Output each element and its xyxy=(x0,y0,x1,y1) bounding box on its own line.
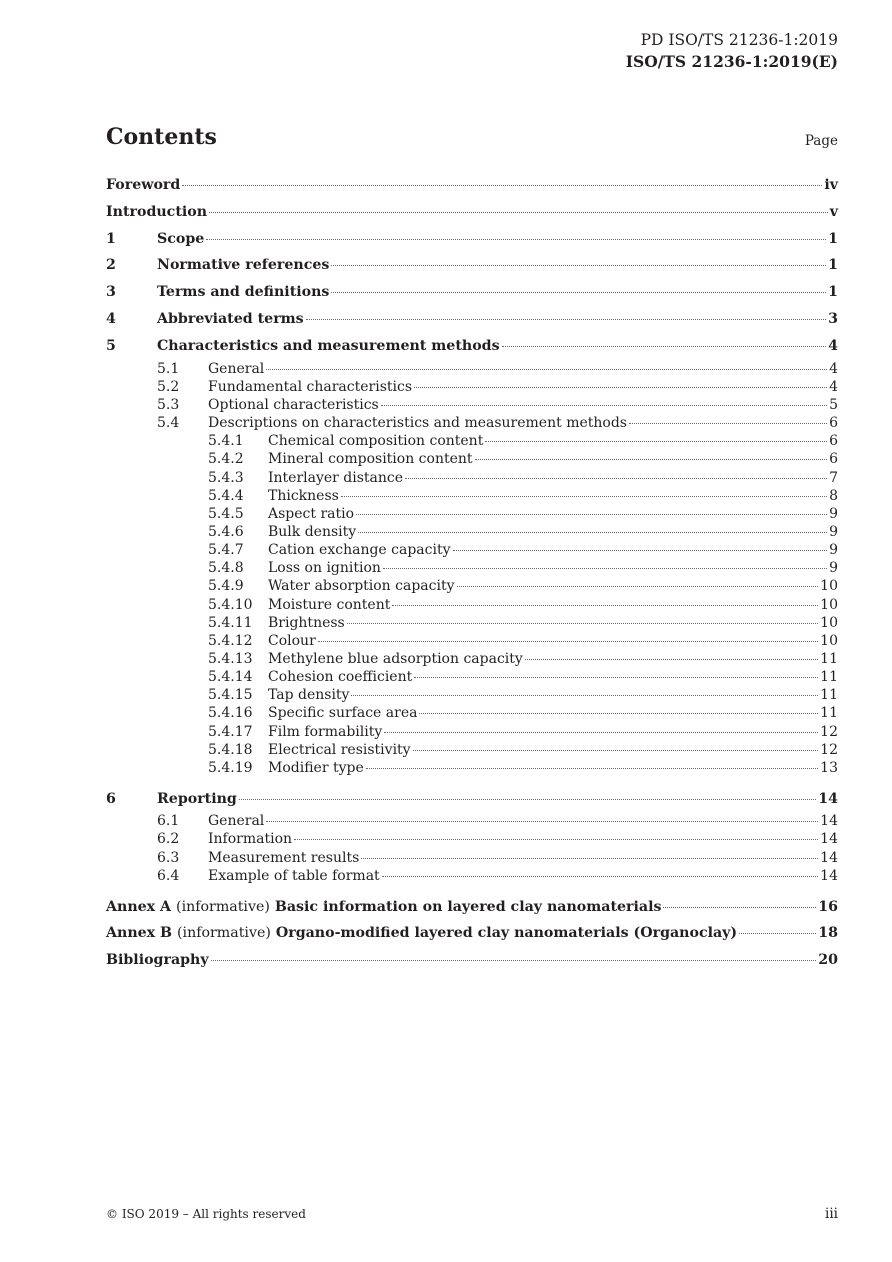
toc-entry-page: iv xyxy=(824,177,838,193)
toc-entry-page: 10 xyxy=(820,596,838,613)
dot-leader xyxy=(414,677,818,678)
toc-entry-number: 6.2 xyxy=(157,831,180,848)
dot-leader xyxy=(351,695,818,696)
toc-entry-page: 16 xyxy=(818,898,838,915)
toc-entry-page: 10 xyxy=(820,614,838,631)
toc-entry[interactable] xyxy=(106,867,838,885)
toc-entry-title: Scope xyxy=(157,230,205,247)
toc-entry[interactable] xyxy=(106,894,838,921)
toc-entry-title: General xyxy=(208,813,265,830)
toc-entry[interactable] xyxy=(106,306,838,333)
dot-leader xyxy=(356,514,827,515)
toc-entry-number: 5.4.4 xyxy=(208,487,244,504)
toc-entry-number: 5.4.16 xyxy=(208,705,253,722)
dot-leader xyxy=(383,568,827,569)
toc-entry-title: Example of table format xyxy=(208,867,380,884)
toc-entry-title: Descriptions on characteristics and measurement methods xyxy=(208,415,627,432)
toc-entry-title: Information xyxy=(208,831,293,848)
toc-entry-page: 20 xyxy=(818,952,838,969)
dot-leader xyxy=(341,496,827,497)
dot-leader xyxy=(392,605,818,606)
toc-entry[interactable] xyxy=(106,614,838,632)
toc-entry[interactable] xyxy=(106,849,838,867)
dot-leader xyxy=(347,623,818,624)
toc-entry[interactable] xyxy=(106,650,838,668)
toc-entry-title: Chemical composition content xyxy=(268,433,484,450)
toc-entry[interactable] xyxy=(106,947,838,974)
page-column-label: Page xyxy=(804,133,838,149)
copyright-notice: © ISO 2019 – All rights reserved xyxy=(106,1207,306,1221)
toc-entry-number: 6.4 xyxy=(157,867,180,884)
toc-entry-page: 12 xyxy=(820,723,838,740)
toc-entry-page: 9 xyxy=(829,505,838,522)
toc-entry-number: 1 xyxy=(106,230,116,247)
toc-entry-page: 6 xyxy=(829,433,838,450)
toc-entry[interactable] xyxy=(106,469,838,487)
toc-entry-page: 9 xyxy=(829,524,838,541)
toc-entry-page: 4 xyxy=(828,337,838,354)
toc-entry-title: Bibliography xyxy=(106,952,209,969)
toc-entry[interactable] xyxy=(106,686,838,704)
toc-entry[interactable] xyxy=(106,668,838,686)
annex-type: (informative) xyxy=(177,925,271,942)
toc-entry[interactable] xyxy=(106,505,838,523)
toc-entry-title: Cation exchange capacity xyxy=(268,542,451,559)
annex-label: Annex B xyxy=(106,925,173,942)
header-pd-code: PD ISO/TS 21236-1:2019 xyxy=(640,31,838,49)
toc-entry-number: 6 xyxy=(106,790,116,807)
annex-title: Basic information on layered clay nanomaterials xyxy=(274,898,662,915)
toc-entry-number: 5.4.2 xyxy=(208,451,244,468)
dot-leader xyxy=(331,292,826,293)
dot-leader xyxy=(475,459,828,460)
dot-leader xyxy=(306,319,826,320)
toc-entry-number: 5.2 xyxy=(157,378,180,395)
toc-entry-title: Thickness xyxy=(268,487,339,504)
toc-entry[interactable] xyxy=(106,759,838,777)
dot-leader xyxy=(209,212,828,213)
toc-entry-page: 14 xyxy=(820,867,838,884)
toc-entry-number: 5.4.15 xyxy=(208,687,253,704)
toc-entry-number: 5.4.11 xyxy=(208,614,253,631)
toc-entry-title: Cohesion coefficient xyxy=(268,669,413,686)
toc-entry[interactable] xyxy=(106,414,838,432)
dot-leader xyxy=(384,732,818,733)
toc-entry-number: 3 xyxy=(106,284,116,301)
toc-entry[interactable] xyxy=(106,432,838,450)
dot-leader xyxy=(381,405,827,406)
toc-entry-number: 5.4.18 xyxy=(208,741,253,758)
toc-entry-number: 5.1 xyxy=(157,360,180,377)
toc-entry-number: 5.4.5 xyxy=(208,505,244,522)
dot-leader xyxy=(502,346,827,347)
dot-leader xyxy=(413,750,819,751)
toc-entry-title: Characteristics and measurement methods xyxy=(157,337,500,354)
page-number: iii xyxy=(825,1206,838,1222)
annex-label: Annex A xyxy=(106,898,172,915)
dot-leader xyxy=(366,768,818,769)
toc-entry-page: 6 xyxy=(829,415,838,432)
toc-entry-number: 5.4.17 xyxy=(208,723,253,740)
toc-entry-number: 5.4.8 xyxy=(208,560,244,577)
dot-leader xyxy=(485,441,827,442)
toc-entry-number: 6.3 xyxy=(157,849,180,866)
toc-entry-page: 9 xyxy=(829,542,838,559)
toc-entry-number: 5.3 xyxy=(157,396,180,413)
dot-leader xyxy=(358,532,827,533)
toc-entry-title: Abbreviated terms xyxy=(157,310,304,327)
dot-leader xyxy=(266,821,818,822)
toc-entry[interactable] xyxy=(106,378,838,396)
dot-leader xyxy=(182,185,822,186)
dot-leader xyxy=(211,960,817,961)
toc-entry-title: Terms and definitions xyxy=(157,284,330,301)
toc-entry-page: 1 xyxy=(828,230,838,247)
dot-leader xyxy=(739,933,816,934)
dot-leader xyxy=(453,550,828,551)
dot-leader xyxy=(629,423,827,424)
dot-leader xyxy=(405,478,827,479)
toc-entry[interactable] xyxy=(106,632,838,650)
toc-entry[interactable] xyxy=(106,723,838,741)
toc-entry-title: Loss on ignition xyxy=(268,560,381,577)
toc-entry[interactable] xyxy=(106,830,838,848)
toc-entry[interactable] xyxy=(106,786,838,813)
dot-leader xyxy=(414,387,827,388)
toc-entry-title: Normative references xyxy=(157,257,330,274)
toc-entry-page: 14 xyxy=(820,849,838,866)
toc-entry-title: Mineral composition content xyxy=(268,451,473,468)
dot-leader xyxy=(206,239,826,240)
toc-entry-title xyxy=(106,894,661,921)
toc-entry-page: v xyxy=(829,203,838,220)
toc-entry-page: 11 xyxy=(820,687,838,704)
toc-entry-number: 5 xyxy=(106,337,116,354)
toc-entry-number: 5.4.13 xyxy=(208,651,253,668)
toc-entry-number: 5.4.1 xyxy=(208,433,244,450)
toc-entry-title: Aspect ratio xyxy=(268,505,355,522)
toc-entry-title: Tap density xyxy=(268,687,350,704)
toc-entry[interactable] xyxy=(106,279,838,306)
toc-entry-page: 6 xyxy=(829,451,838,468)
toc-entry-title: Measurement results xyxy=(208,849,360,866)
toc-entry-title: Film formability xyxy=(268,723,383,740)
toc-entry[interactable] xyxy=(106,596,838,614)
toc-entry[interactable] xyxy=(106,360,838,378)
dot-leader xyxy=(266,369,827,370)
toc-entry-page: 18 xyxy=(818,925,838,942)
toc-entry-number: 2 xyxy=(106,257,116,274)
toc-entry[interactable] xyxy=(106,523,838,541)
toc-entry-title: Optional characteristics xyxy=(208,396,379,413)
toc-entry-title: Electrical resistivity xyxy=(268,741,411,758)
toc-entry-title xyxy=(106,920,737,947)
toc-entry-number: 5.4.3 xyxy=(208,469,244,486)
toc-entry[interactable] xyxy=(106,741,838,759)
toc-entry-number: 5.4.14 xyxy=(208,669,253,686)
toc-entry-title: Modifier type xyxy=(268,759,364,776)
dot-leader xyxy=(294,839,818,840)
document-header xyxy=(626,30,838,72)
annex-type: (informative) xyxy=(176,898,270,915)
toc-entry[interactable] xyxy=(106,559,838,577)
toc-entry-title: Bulk density xyxy=(268,524,357,541)
dot-leader xyxy=(525,659,818,660)
toc-entry-number: 5.4.12 xyxy=(208,632,253,649)
toc-entry-page: 14 xyxy=(820,831,838,848)
toc-entry[interactable] xyxy=(106,333,838,360)
toc-entry-page: 1 xyxy=(828,257,838,274)
toc-entry-page: 5 xyxy=(829,396,838,413)
toc-entry-title: Fundamental characteristics xyxy=(208,378,413,395)
table-of-contents xyxy=(106,172,838,974)
toc-entry[interactable] xyxy=(106,577,838,595)
toc-entry[interactable] xyxy=(106,704,838,722)
dot-leader xyxy=(331,265,826,266)
toc-entry-page: 4 xyxy=(829,360,838,377)
toc-entry-page: 13 xyxy=(820,759,838,776)
toc-entry[interactable] xyxy=(106,226,838,253)
dot-leader xyxy=(239,799,816,800)
dot-leader xyxy=(318,641,818,642)
toc-entry[interactable] xyxy=(106,396,838,414)
toc-entry[interactable] xyxy=(106,920,838,947)
toc-entry-title: Brightness xyxy=(268,614,345,631)
toc-entry-title: General xyxy=(208,360,265,377)
toc-entry-number: 5.4.6 xyxy=(208,524,244,541)
toc-entry-title: Methylene blue adsorption capacity xyxy=(268,651,523,668)
dot-leader xyxy=(419,713,818,714)
toc-entry-number: 5.4.10 xyxy=(208,596,253,613)
toc-entry-page: 9 xyxy=(829,560,838,577)
toc-entry-title: Interlayer distance xyxy=(268,469,404,486)
toc-entry-page: 3 xyxy=(828,310,838,327)
toc-entry-number: 5.4.19 xyxy=(208,759,253,776)
dot-leader xyxy=(663,907,816,908)
dot-leader xyxy=(361,858,818,859)
toc-entry-page: 14 xyxy=(820,813,838,830)
toc-entry[interactable] xyxy=(106,541,838,559)
toc-entry[interactable] xyxy=(106,172,838,199)
annex-title: Organo-modified layered clay nanomaterials (Organoclay) xyxy=(275,925,738,942)
contents-title: Contents xyxy=(106,124,217,150)
toc-entry-page: 1 xyxy=(828,284,838,301)
toc-entry[interactable] xyxy=(106,812,838,830)
toc-entry-page: 14 xyxy=(818,790,838,807)
toc-entry[interactable] xyxy=(106,252,838,279)
toc-entry-number: 5.4.7 xyxy=(208,542,244,559)
toc-entry-number: 5.4.9 xyxy=(208,578,244,595)
toc-entry-page: 8 xyxy=(829,487,838,504)
toc-entry-title: Colour xyxy=(268,632,316,649)
toc-entry-title: Reporting xyxy=(157,790,237,807)
toc-entry-number: 4 xyxy=(106,310,116,327)
toc-entry[interactable] xyxy=(106,450,838,468)
header-iso-code: ISO/TS 21236-1:2019(E) xyxy=(625,52,838,71)
toc-entry-title: Moisture content xyxy=(268,596,391,613)
toc-entry-title: Introduction xyxy=(106,203,208,220)
toc-entry-number: 6.1 xyxy=(157,813,180,830)
toc-entry-page: 10 xyxy=(820,632,838,649)
toc-entry-number: 5.4 xyxy=(157,415,180,432)
toc-entry[interactable] xyxy=(106,199,838,226)
toc-entry-title: Water absorption capacity xyxy=(268,578,455,595)
toc-entry-page: 10 xyxy=(820,578,838,595)
toc-entry-page: 11 xyxy=(820,705,838,722)
toc-entry-page: 7 xyxy=(829,469,838,486)
toc-entry-page: 4 xyxy=(829,378,838,395)
dot-leader xyxy=(382,876,819,877)
toc-entry-title: Specific surface area xyxy=(268,705,418,722)
toc-entry-page: 11 xyxy=(820,669,838,686)
toc-entry-page: 12 xyxy=(820,741,838,758)
dot-leader xyxy=(457,586,819,587)
toc-entry[interactable] xyxy=(106,487,838,505)
toc-entry-title: Foreword xyxy=(106,177,181,193)
toc-entry-page: 11 xyxy=(820,651,838,668)
